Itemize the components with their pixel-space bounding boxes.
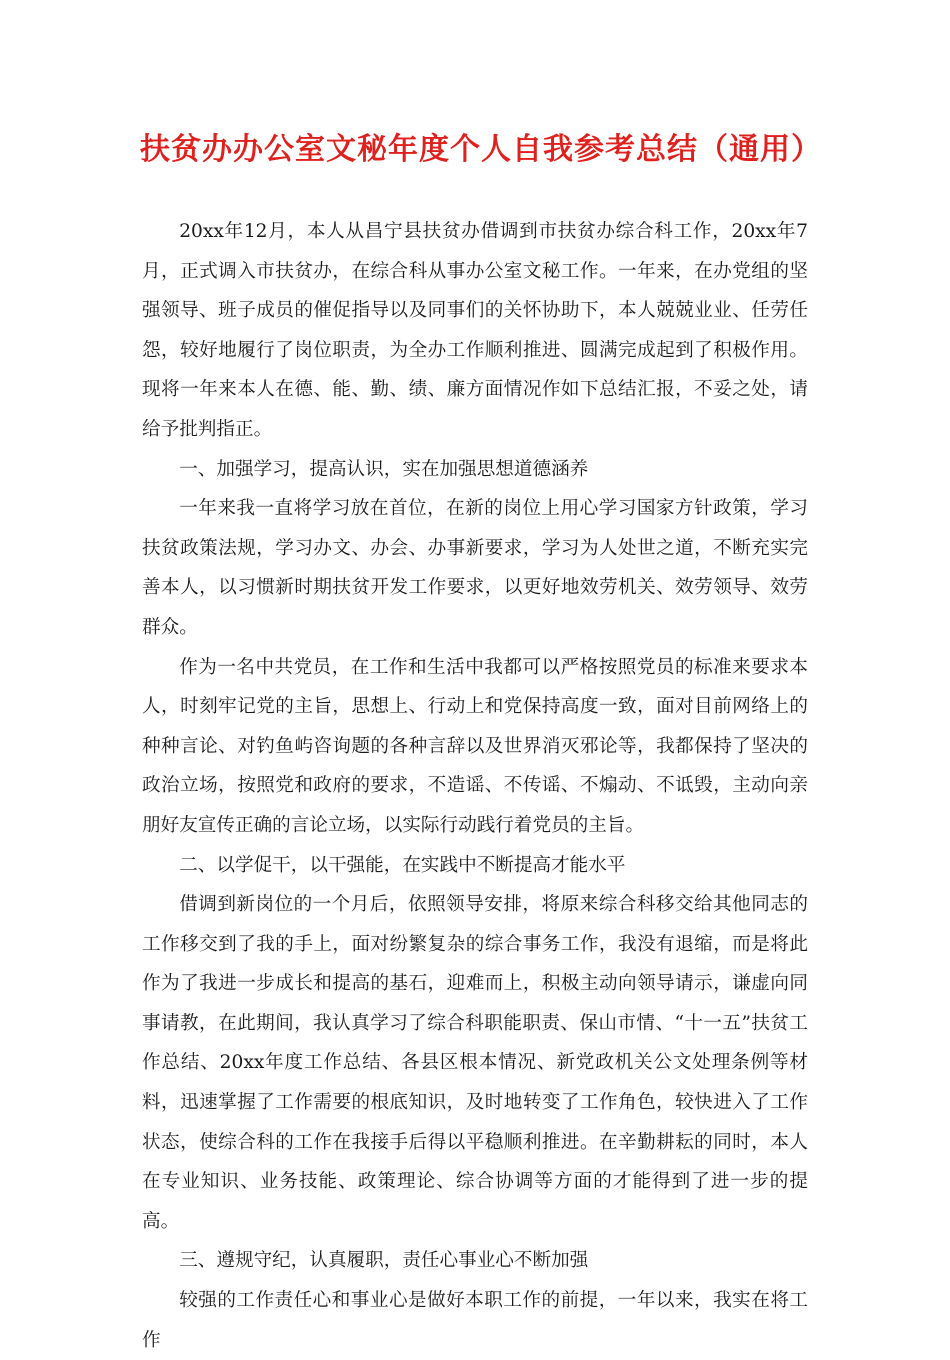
section-heading-1: 一、加强学习，提高认识，实在加强思想道德涵养	[179, 458, 589, 480]
document-title: 扶贫办办公室文秘年度个人自我参考总结（通用）	[140, 132, 822, 167]
section-3-paragraph-1: 较强的工作责任心和事业心是做好本职工作的前提，一年以来，我实在将工作	[142, 1290, 808, 1351]
section-2-paragraph-1: 借调到新岗位的一个月后，依照领导安排，将原来综合科移交给其他同志的工作移交到了我的手上，面对纷繁复杂的综合事务工作，我没有退缩，而是将此作为了我进一步成长和提高的基石，迎难而上，积极主动向领导请示，谦虚向同事请教，在此期间，我认真学习了综合科职能职责、保山市情、“十一五”扶贫工作总结、20xx年度工作总结、各县区根本情况、新党政机关公文处理条例等材料，迅速掌握了工作需要的根底知识，及时地转变了工作角色，较快进入了工作状态，使综合科的工作在我接手后得以平稳顺利推进。在辛勤耕耘的同时，本人在专业知识、业务技能、政策理论、综合协调等方面的才能得到了进一步的提高。	[142, 894, 808, 1232]
intro-paragraph: 20xx年12月，本人从昌宁县扶贫办借调到市扶贫办综合科工作，20xx年7月，正式调入市扶贫办，在综合科从事办公室文秘工作。一年来，在办党组的坚强领导、班子成员的催促指导以及同事们的关怀协助下，本人兢兢业业、任劳任怨，较好地履行了岗位职责，为全办工作顺利推进、圆满完成起到了积极作用。现将一年来本人在德、能、勤、绩、廉方面情况作如下总结汇报，不妥之处，请给予批判指正。	[142, 221, 808, 440]
section-heading-3: 三、遵规守纪，认真履职，责任心事业心不断加强	[179, 1250, 589, 1272]
section-heading-2: 二、以学促干，以干强能，在实践中不断提高才能水平	[179, 854, 626, 876]
section-1-paragraph-1: 一年来我一直将学习放在首位，在新的岗位上用心学习国家方针政策，学习扶贫政策法规，学习办文、办会、办事新要求，学习为人处世之道，不断充实完善本人，以习惯新时期扶贫开发工作要求，以更好地效劳机关、效劳领导、效劳群众。	[142, 498, 808, 638]
document-body	[142, 212, 808, 1360]
section-1-paragraph-2: 作为一名中共党员，在工作和生活中我都可以严格按照党员的标准来要求本人，时刻牢记党的主旨，思想上、行动上和党保持高度一致，面对目前网络上的种种言论、对钓鱼屿咨询题的各种言辞以及世界消灭邪论等，我都保持了坚决的政治立场，按照党和政府的要求，不造谣、不传谣、不煽动、不诋毁，主动向亲朋好友宣传正确的言论立场，以实际行动践行着党员的主旨。	[142, 656, 808, 836]
